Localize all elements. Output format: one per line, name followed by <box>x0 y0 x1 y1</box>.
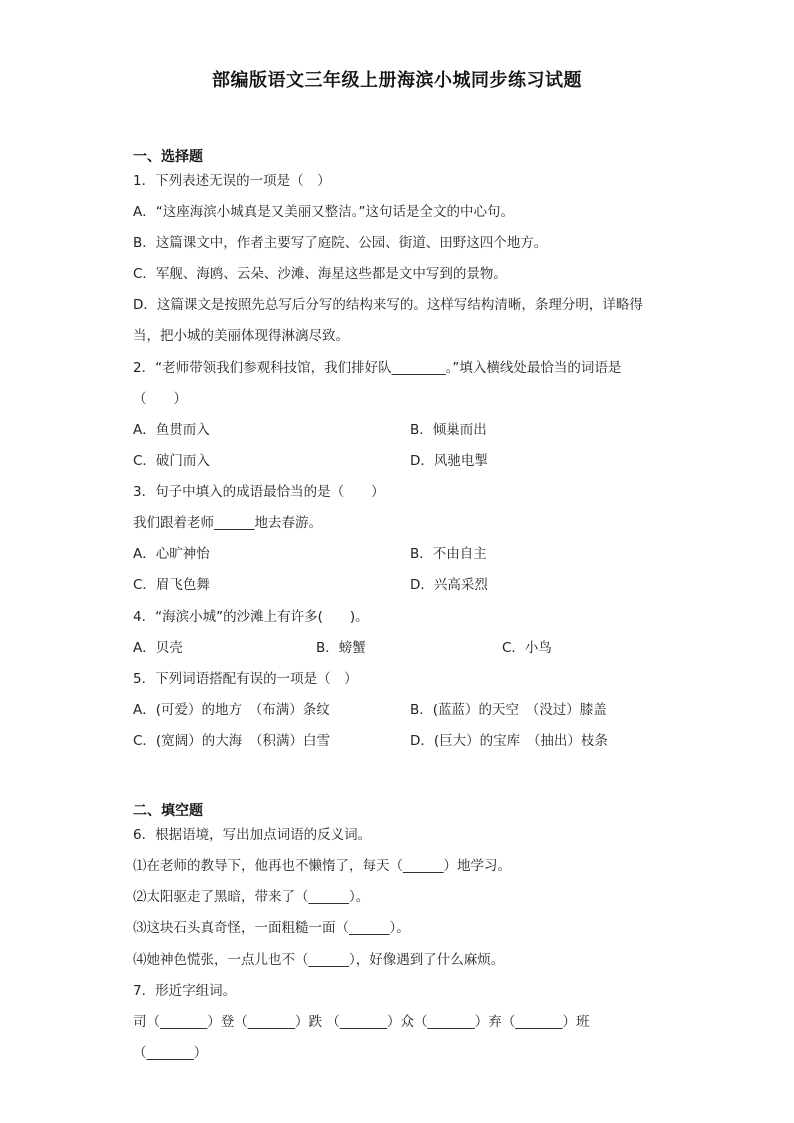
question-1-option-d-line1: D．这篇课文是按照先总写后分写的结构来写的。这样写结构清晰，条理分明，详略得 <box>133 297 643 313</box>
question-5-option-b: B．(蓝蓝）的天空 （没过）膝盖 <box>410 702 607 718</box>
question-4-option-a: A．贝壳 <box>133 640 183 656</box>
question-5-option-c: C．(宽阔）的大海 （积满）白雪 <box>133 733 330 749</box>
question-4-option-c: C．小鸟 <box>502 640 552 656</box>
question-2-option-b: B．倾巢而出 <box>410 422 487 438</box>
question-5-option-a: A．(可爱）的地方 （布满）条纹 <box>133 702 330 718</box>
question-6-sentence-4: ⑷她神色慌张，一点儿也不（______），好像遇到了什么麻烦。 <box>133 952 505 968</box>
question-4-stem: 4．“海滨小城”的沙滩上有许多( )。 <box>133 609 369 625</box>
question-6-sentence-1: ⑴在老师的教导下，他再也不懒惰了，每天（______）地学习。 <box>133 858 511 874</box>
question-3-option-a: A．心旷神怡 <box>133 546 210 562</box>
question-1-option-d-line2: 当，把小城的美丽体现得淋漓尽致。 <box>133 328 349 344</box>
question-7-stem: 7．形近字组词。 <box>133 983 237 999</box>
question-1-option-c: C．军舰、海鸥、云朵、沙滩、海星这些都是文中写到的景物。 <box>133 266 507 282</box>
question-7-line-2: （_______） <box>133 1045 208 1061</box>
question-1-option-a: A．“这座海滨小城真是又美丽又整洁。”这句话是全文的中心句。 <box>133 204 514 220</box>
section-heading-choice: 一、选择题 <box>133 149 203 165</box>
question-4-option-b: B．螃蟹 <box>316 640 366 656</box>
question-5-stem: 5．下列词语搭配有误的一项是（ ） <box>133 671 358 687</box>
question-3-option-c: C．眉飞色舞 <box>133 577 210 593</box>
question-2-option-a: A．鱼贯而入 <box>133 422 210 438</box>
question-5-option-d: D．(巨大）的宝库 （抽出）枝条 <box>410 733 608 749</box>
question-2-stem-line1: 2．“老师带领我们参观科技馆，我们排好队________。”填入横线处最恰当的词语是 <box>133 360 622 376</box>
question-3-sentence: 我们跟着老师______地去春游。 <box>133 515 322 531</box>
question-3-option-b: B．不由自主 <box>410 546 487 562</box>
question-2-option-d: D．风驰电掣 <box>410 453 488 469</box>
question-7-line-1: 司（_______）登（_______）跌 （_______）众（_______）弃（_______）班 <box>133 1014 590 1030</box>
question-1-option-b: B．这篇课文中，作者主要写了庭院、公园、街道、田野这四个地方。 <box>133 235 548 251</box>
question-2-stem-line2: （ ） <box>133 391 187 407</box>
section-heading-fill-in: 二、填空题 <box>133 803 203 819</box>
question-2-option-c: C．破门而入 <box>133 453 210 469</box>
question-3-stem: 3．句子中填入的成语最恰当的是（ ） <box>133 484 385 500</box>
question-3-option-d: D．兴高采烈 <box>410 577 488 593</box>
question-1-stem: 1．下列表述无误的一项是（ ） <box>133 173 331 189</box>
document-title: 部编版语文三年级上册海滨小城同步练习试题 <box>212 70 582 91</box>
question-6-sentence-2: ⑵太阳驱走了黑暗，带来了（______）。 <box>133 889 370 905</box>
question-6-sentence-3: ⑶这块石头真奇怪，一面粗糙一面（______）。 <box>133 920 410 936</box>
question-6-stem: 6．根据语境，写出加点词语的反义词。 <box>133 827 372 843</box>
